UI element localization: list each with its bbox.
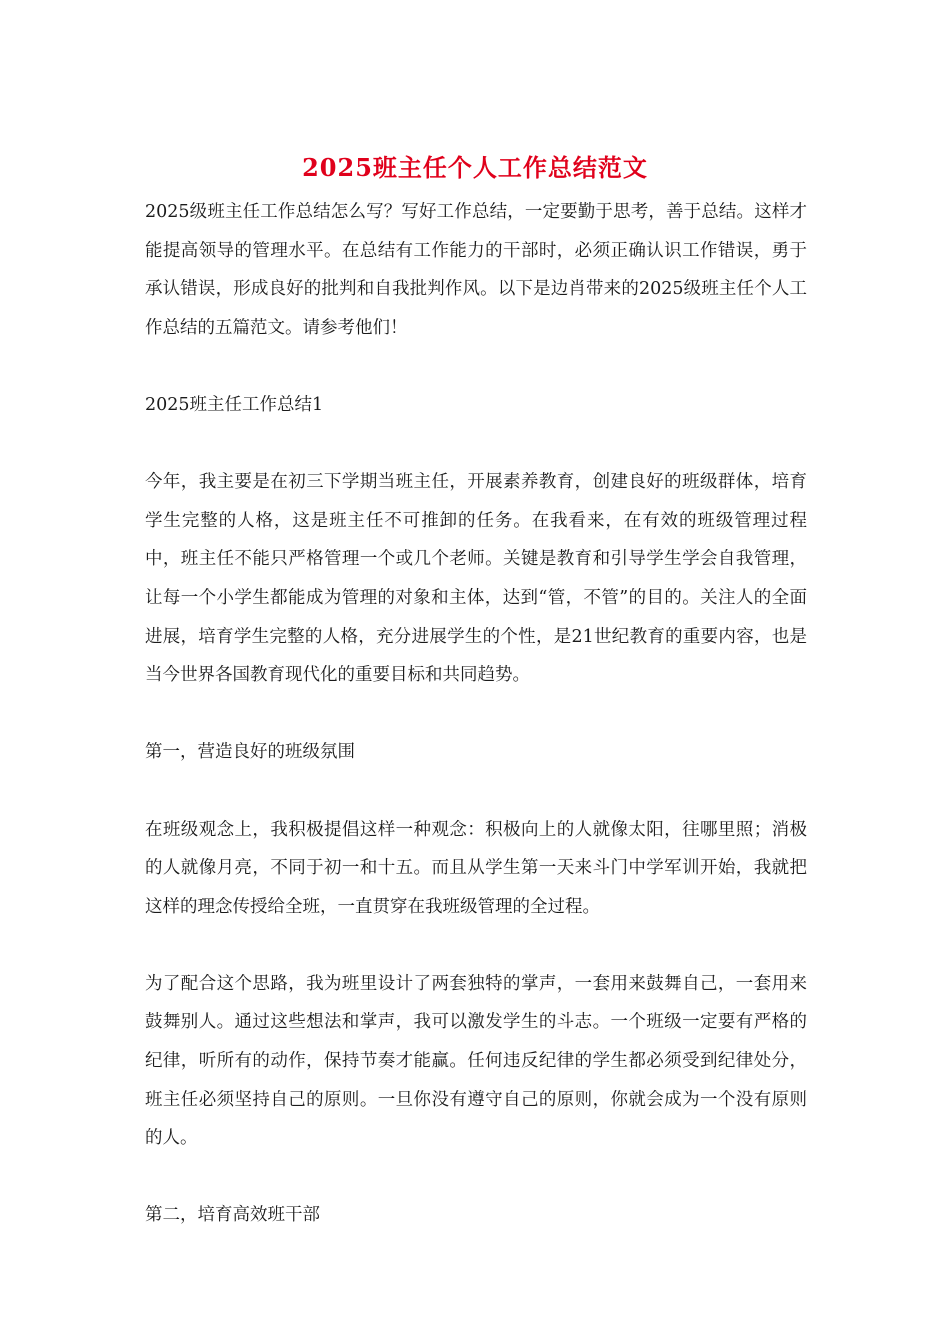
section-heading-summary-1: 2025班主任工作总结1 (145, 394, 324, 415)
body-paragraph: 在班级观念上，我积极提倡这样一种观念：积极向上的人就像太阳，往哪里照；消极的人就像月亮，不同于初一和十五。而且从学生第一天来斗门中学军训开始，我就把这样的理念传授给全班，一直贯穿在我班级管理的全过程。 (145, 819, 807, 917)
subheading-second: 第二，培育高效班干部 (145, 1205, 320, 1226)
document-body (145, 193, 807, 1235)
body-paragraph: 今年，我主要是在初三下学期当班主任，开展素养教育，创建良好的班级群体，培育学生完整的人格，这是班主任不可推卸的任务。在我看来，在有效的班级管理过程中，班主任不能只严格管理一个或几个老师。关键是教育和引导学生学会自我管理，让每一个小学生都能成为管理的对象和主体，达到“管，不管”的目的。关注人的全面进展，培育学生完整的人格，充分进展学生的个性，是21世纪教育的重要内容，也是当今世界各国教育现代化的重要目标和共同趋势。 (145, 472, 807, 686)
intro-paragraph: 2025级班主任工作总结怎么写？写好工作总结，一定要勤于思考，善于总结。这样才能提高领导的管理水平。在总结有工作能力的干部时，必须正确认识工作错误，勇于承认错误，形成良好的批判和自我批判作风。以下是边肖带来的2025级班主任个人工作总结的五篇范文。请参考他们！ (145, 202, 807, 338)
body-paragraph: 为了配合这个思路，我为班里设计了两套独特的掌声，一套用来鼓舞自己，一套用来鼓舞别人。通过这些想法和掌声，我可以激发学生的斗志。一个班级一定要有严格的纪律，听所有的动作，保持节奏才能赢。任何违反纪律的学生都必须受到纪律处分，班主任必须坚持自己的原则。一旦你没有遵守自己的原则，你就会成为一个没有原则的人。 (145, 973, 807, 1149)
document-title: 2025班主任个人工作总结范文 (302, 153, 648, 182)
subheading-first: 第一，营造良好的班级氛围 (145, 742, 355, 763)
